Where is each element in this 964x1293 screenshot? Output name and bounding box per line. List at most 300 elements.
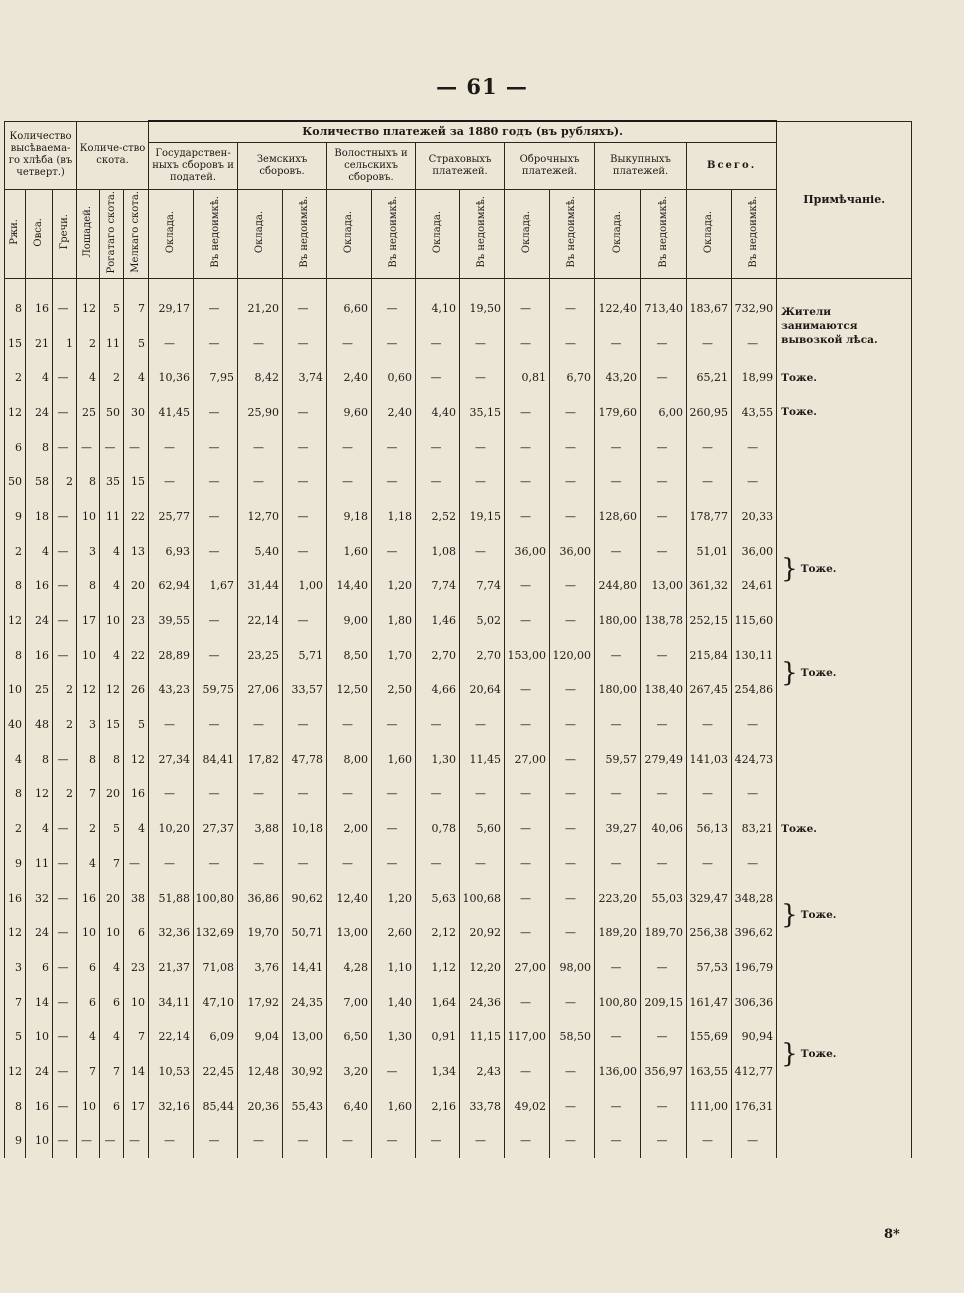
table-cell: —	[550, 430, 595, 465]
table-cell: 111,00	[687, 1089, 732, 1124]
table-cell: 6	[124, 915, 149, 950]
table-cell: 9	[5, 846, 26, 881]
table-cell: —	[327, 326, 372, 361]
note-text: Тоже.	[800, 1048, 837, 1061]
table-cell: 3,88	[238, 811, 283, 846]
table-cell: —	[194, 279, 238, 326]
table-cell: 50	[5, 464, 26, 499]
table-cell: 117,00	[505, 1019, 550, 1054]
table-cell: —	[53, 569, 77, 604]
table-cell: 5	[100, 811, 124, 846]
table-cell: —	[505, 1054, 550, 1089]
table-cell: —	[372, 707, 416, 742]
table-cell: 180,00	[595, 603, 641, 638]
table-cell: —	[238, 430, 283, 465]
table-cell: 4	[5, 742, 26, 777]
grain-col-header: Ржи.	[5, 190, 26, 279]
table-cell: —	[505, 707, 550, 742]
table-cell: 1,40	[372, 985, 416, 1020]
table-cell: 62,94	[149, 569, 194, 604]
table-cell: 7,00	[327, 985, 372, 1020]
table-cell: —	[100, 430, 124, 465]
table-cell: 24	[26, 395, 53, 430]
table-cell: 348,28	[732, 881, 777, 916]
table-cell: 153,00	[505, 638, 550, 673]
table-cell: 90,62	[283, 881, 327, 916]
table-cell: 24,61	[732, 569, 777, 604]
table-cell: 6	[26, 950, 53, 985]
table-cell: 10,20	[149, 811, 194, 846]
table-cell: 0,91	[416, 1019, 460, 1054]
table-cell: 55,43	[283, 1089, 327, 1124]
table-cell: 5	[124, 326, 149, 361]
table-cell: —	[550, 1089, 595, 1124]
table-cell: —	[687, 846, 732, 881]
table-cell: 36,00	[550, 534, 595, 569]
table-cell: —	[460, 707, 505, 742]
table-cell: 3	[5, 950, 26, 985]
table-cell: —	[595, 534, 641, 569]
table-cell: —	[53, 534, 77, 569]
table-cell: 0,81	[505, 360, 550, 395]
table-cell: 9,18	[327, 499, 372, 534]
table-cell: —	[416, 360, 460, 395]
table-cell: 20,64	[460, 673, 505, 708]
table-cell: —	[641, 1019, 687, 1054]
table-cell: 132,69	[194, 915, 238, 950]
table-cell: 32	[26, 881, 53, 916]
table-cell: —	[687, 430, 732, 465]
table-cell: —	[327, 846, 372, 881]
note-cell	[777, 985, 912, 1124]
table-cell: —	[372, 846, 416, 881]
table-cell: 189,70	[641, 915, 687, 950]
table-cell: —	[641, 1089, 687, 1124]
table-cell: —	[53, 742, 77, 777]
table-cell: —	[372, 1124, 416, 1159]
table-cell: —	[505, 569, 550, 604]
table-cell: —	[416, 326, 460, 361]
table-cell: 138,40	[641, 673, 687, 708]
table-cell: —	[550, 1124, 595, 1159]
table-cell: —	[416, 1124, 460, 1159]
table-cell: —	[550, 673, 595, 708]
table-row	[5, 707, 912, 742]
table-cell: 17	[124, 1089, 149, 1124]
table-cell: —	[641, 360, 687, 395]
table-cell: 122,40	[595, 279, 641, 326]
table-cell: —	[194, 395, 238, 430]
grain-col-header: Овса.	[26, 190, 53, 279]
table-cell: 2	[53, 464, 77, 499]
table-cell: 10	[26, 1124, 53, 1159]
table-cell: 16	[26, 1089, 53, 1124]
table-cell: 2	[100, 360, 124, 395]
table-cell: 155,69	[687, 1019, 732, 1054]
table-cell: 21,37	[149, 950, 194, 985]
pay-category-header: Волостныхъ и сельскихъ сборовъ.	[327, 143, 416, 190]
table-cell: 22,45	[194, 1054, 238, 1089]
table-cell: 24	[26, 915, 53, 950]
table-cell: 18,99	[732, 360, 777, 395]
table-cell: 40	[5, 707, 26, 742]
table-row	[5, 881, 912, 916]
table-cell: 0,78	[416, 811, 460, 846]
table-cell: 196,79	[732, 950, 777, 985]
table-cell: 306,36	[732, 985, 777, 1020]
table-cell: 8	[100, 742, 124, 777]
table-cell: 22,14	[238, 603, 283, 638]
table-cell: 5,63	[416, 881, 460, 916]
table-cell: 12,50	[327, 673, 372, 708]
table-cell: 83,21	[732, 811, 777, 846]
note-text: Тоже.	[800, 909, 837, 922]
table-cell: 6,50	[327, 1019, 372, 1054]
pay-category-header: Земскихъ сборовъ.	[238, 143, 327, 190]
table-cell: 55,03	[641, 881, 687, 916]
table-cell: 11	[100, 499, 124, 534]
table-cell: 8	[5, 1089, 26, 1124]
table-cell: —	[53, 881, 77, 916]
table-cell: 39,27	[595, 811, 641, 846]
table-cell: 329,47	[687, 881, 732, 916]
table-cell: —	[77, 430, 100, 465]
ned-col-header: Въ недоимкѣ.	[460, 190, 505, 279]
table-cell: 12,70	[238, 499, 283, 534]
table-cell: 2,70	[460, 638, 505, 673]
table-cell: 6,93	[149, 534, 194, 569]
table-cell: 36,86	[238, 881, 283, 916]
table-cell: 115,60	[732, 603, 777, 638]
brace-mark: }	[781, 553, 798, 584]
table-cell: 138,78	[641, 603, 687, 638]
table-cell: 8,00	[327, 742, 372, 777]
note-text: Тоже.	[800, 562, 837, 575]
table-cell: 6	[5, 430, 26, 465]
table-cell: 2	[5, 811, 26, 846]
table-cell: 176,31	[732, 1089, 777, 1124]
table-cell: 252,15	[687, 603, 732, 638]
table-cell: —	[327, 1124, 372, 1159]
table-cell: 4	[100, 638, 124, 673]
table-cell: —	[194, 707, 238, 742]
table-cell: 8,42	[238, 360, 283, 395]
table-cell: —	[550, 603, 595, 638]
table-cell: 5,02	[460, 603, 505, 638]
table-cell: —	[687, 777, 732, 812]
table-cell: 7,95	[194, 360, 238, 395]
table-cell: —	[327, 430, 372, 465]
table-cell: —	[372, 464, 416, 499]
table-cell: —	[460, 360, 505, 395]
note-text: Жители занимаются вывозкой лѣса.	[781, 305, 878, 346]
pay-category-header: Всего.	[687, 143, 777, 190]
table-cell: —	[505, 1124, 550, 1159]
pay-category-header: Страховыхъ платежей.	[416, 143, 505, 190]
table-cell: 11,45	[460, 742, 505, 777]
table-row	[5, 603, 912, 638]
table-cell: —	[460, 1124, 505, 1159]
table-cell: 4,66	[416, 673, 460, 708]
table-cell: 3,20	[327, 1054, 372, 1089]
table-cell: 2,50	[372, 673, 416, 708]
table-cell: —	[283, 707, 327, 742]
table-cell: —	[283, 326, 327, 361]
table-cell: 7	[5, 985, 26, 1020]
table-cell: 6,60	[327, 279, 372, 326]
table-cell: —	[550, 279, 595, 326]
table-cell: 2,16	[416, 1089, 460, 1124]
table-cell: 4	[77, 360, 100, 395]
table-cell: 16	[26, 279, 53, 326]
table-cell: —	[687, 707, 732, 742]
table-cell: —	[595, 638, 641, 673]
pay-category-header: Оброчныхъ платежей.	[505, 143, 595, 190]
table-cell: —	[595, 1019, 641, 1054]
grain-group-header: Количество высѣваема-го хлѣба (въ четверт.)	[5, 121, 77, 190]
table-cell: —	[641, 1124, 687, 1159]
table-cell: 20,36	[238, 1089, 283, 1124]
table-row	[5, 279, 912, 326]
table-cell: —	[505, 881, 550, 916]
table-cell: —	[53, 1124, 77, 1159]
table-cell: 4	[77, 846, 100, 881]
table-cell: —	[505, 777, 550, 812]
okl-col-header: Оклада.	[327, 190, 372, 279]
table-cell: 10,53	[149, 1054, 194, 1089]
table-row	[5, 1019, 912, 1054]
table-cell: 713,40	[641, 279, 687, 326]
table-row	[5, 638, 912, 673]
table-cell: —	[732, 707, 777, 742]
table-cell: —	[732, 464, 777, 499]
table-cell: 6	[77, 985, 100, 1020]
table-cell: —	[550, 846, 595, 881]
table-cell: 1,00	[283, 569, 327, 604]
table-cell: 40,06	[641, 811, 687, 846]
table-cell: —	[505, 499, 550, 534]
table-cell: 41,45	[149, 395, 194, 430]
table-cell: 396,62	[732, 915, 777, 950]
table-cell: 9,00	[327, 603, 372, 638]
table-cell: —	[505, 279, 550, 326]
table-cell: 4	[124, 811, 149, 846]
table-row	[5, 742, 912, 777]
table-cell: 16	[77, 881, 100, 916]
table-cell: 1,64	[416, 985, 460, 1020]
table-cell: 16	[26, 638, 53, 673]
table-cell: 84,41	[194, 742, 238, 777]
table-cell: 20	[124, 569, 149, 604]
table-cell: 27,00	[505, 742, 550, 777]
table-cell: 27,00	[505, 950, 550, 985]
table-row	[5, 395, 912, 430]
table-cell: —	[550, 569, 595, 604]
table-cell: 22	[124, 638, 149, 673]
table-cell: 22,14	[149, 1019, 194, 1054]
pay-category-header: Выкупныхъ платежей.	[595, 143, 687, 190]
table-cell: 6	[77, 950, 100, 985]
table-cell: —	[732, 846, 777, 881]
table-cell: 20	[100, 881, 124, 916]
table-cell: —	[194, 326, 238, 361]
table-cell: —	[416, 777, 460, 812]
table-cell: —	[595, 1089, 641, 1124]
table-cell: —	[460, 326, 505, 361]
table-cell: 9,04	[238, 1019, 283, 1054]
table-cell: 47,10	[194, 985, 238, 1020]
table-cell: 23,25	[238, 638, 283, 673]
table-cell: 11	[100, 326, 124, 361]
note-cell	[777, 464, 912, 499]
table-cell: —	[687, 1124, 732, 1159]
table-cell: 7	[100, 846, 124, 881]
table-cell: 7	[77, 777, 100, 812]
okl-col-header: Оклада.	[595, 190, 641, 279]
table-cell: —	[595, 950, 641, 985]
note-cell	[777, 279, 912, 361]
table-cell: —	[641, 499, 687, 534]
table-cell: 7,74	[416, 569, 460, 604]
table-cell: 4	[124, 360, 149, 395]
table-cell: 33,78	[460, 1089, 505, 1124]
table-cell: 256,38	[687, 915, 732, 950]
table-cell: 32,36	[149, 915, 194, 950]
table-cell: —	[77, 1124, 100, 1159]
table-cell: 1,60	[372, 742, 416, 777]
brace-mark: }	[781, 657, 798, 688]
table-cell: —	[372, 534, 416, 569]
table-cell: —	[53, 638, 77, 673]
table-cell: 244,80	[595, 569, 641, 604]
table-cell: —	[53, 360, 77, 395]
table-cell: —	[53, 915, 77, 950]
table-cell: 6	[100, 985, 124, 1020]
table-cell: 1,08	[416, 534, 460, 569]
table-cell: 12	[77, 673, 100, 708]
table-row	[5, 430, 912, 465]
table-cell: 85,44	[194, 1089, 238, 1124]
table-cell: 15	[124, 464, 149, 499]
table-cell: 98,00	[550, 950, 595, 985]
table-cell: —	[194, 499, 238, 534]
table-cell: 12,40	[327, 881, 372, 916]
table-cell: 6	[100, 1089, 124, 1124]
note-text: Тоже.	[781, 822, 817, 835]
ned-col-header: Въ недоимкѣ.	[550, 190, 595, 279]
table-cell: 4,28	[327, 950, 372, 985]
table-cell: 31,44	[238, 569, 283, 604]
table-cell: 13,00	[327, 915, 372, 950]
table-cell: —	[641, 950, 687, 985]
table-cell: 6,70	[550, 360, 595, 395]
table-cell: 34,11	[149, 985, 194, 1020]
table-row	[5, 360, 912, 395]
table-cell: 11,15	[460, 1019, 505, 1054]
table-row	[5, 569, 912, 604]
note-cell	[777, 430, 912, 465]
table-cell: 254,86	[732, 673, 777, 708]
table-cell: 5,40	[238, 534, 283, 569]
note-cell	[777, 742, 912, 777]
table-cell: —	[550, 811, 595, 846]
table-cell: 51,88	[149, 881, 194, 916]
note-cell	[777, 360, 912, 395]
table-cell: —	[550, 499, 595, 534]
table-cell: 8	[77, 742, 100, 777]
table-cell: 732,90	[732, 279, 777, 326]
table-row	[5, 1124, 912, 1159]
table-cell: 1,12	[416, 950, 460, 985]
table-cell: 50	[100, 395, 124, 430]
table-cell: 4	[100, 534, 124, 569]
table-cell: 10	[100, 915, 124, 950]
table-cell: 13	[124, 534, 149, 569]
table-cell: 4	[26, 360, 53, 395]
payments-group-header: Количество платежей за 1880 годъ (въ рубляхъ).	[149, 121, 777, 143]
table-cell: 58,50	[550, 1019, 595, 1054]
table-cell: —	[460, 464, 505, 499]
table-cell: 15	[100, 707, 124, 742]
table-cell: —	[641, 777, 687, 812]
table-cell: —	[283, 603, 327, 638]
table-row	[5, 846, 912, 881]
table-cell: 215,84	[687, 638, 732, 673]
table-cell: —	[641, 638, 687, 673]
table-cell: —	[550, 742, 595, 777]
table-cell: —	[283, 1124, 327, 1159]
table-cell: 27,06	[238, 673, 283, 708]
table-cell: 136,00	[595, 1054, 641, 1089]
table-cell: 100,80	[194, 881, 238, 916]
table-cell: 128,60	[595, 499, 641, 534]
table-cell: —	[194, 534, 238, 569]
table-cell: 2,52	[416, 499, 460, 534]
table-cell: 4	[100, 950, 124, 985]
note-header: Примѣчаніе.	[777, 121, 912, 279]
table-cell: 12,20	[460, 950, 505, 985]
note-cell	[777, 499, 912, 638]
okl-col-header: Оклада.	[416, 190, 460, 279]
table-cell: 21	[26, 326, 53, 361]
table-cell: 11	[26, 846, 53, 881]
table-cell: —	[238, 1124, 283, 1159]
table-cell: —	[372, 1054, 416, 1089]
table-cell: —	[505, 846, 550, 881]
table-cell: 8	[26, 742, 53, 777]
table-cell: 2	[53, 777, 77, 812]
table-cell: 1,30	[372, 1019, 416, 1054]
table-cell: 1,20	[372, 881, 416, 916]
table-cell: —	[194, 846, 238, 881]
table-cell: 8	[5, 638, 26, 673]
table-cell: —	[550, 326, 595, 361]
note-cell	[777, 707, 912, 742]
table-cell: —	[149, 430, 194, 465]
table-cell: 71,08	[194, 950, 238, 985]
table-cell: 178,77	[687, 499, 732, 534]
table-cell: 10	[77, 1089, 100, 1124]
table-cell: —	[194, 603, 238, 638]
table-cell: 24	[26, 603, 53, 638]
table-cell: —	[505, 673, 550, 708]
table-cell: 24,35	[283, 985, 327, 1020]
table-cell: —	[53, 1019, 77, 1054]
table-cell: —	[372, 811, 416, 846]
okl-col-header: Оклада.	[238, 190, 283, 279]
table-cell: 48	[26, 707, 53, 742]
table-cell: 5	[5, 1019, 26, 1054]
